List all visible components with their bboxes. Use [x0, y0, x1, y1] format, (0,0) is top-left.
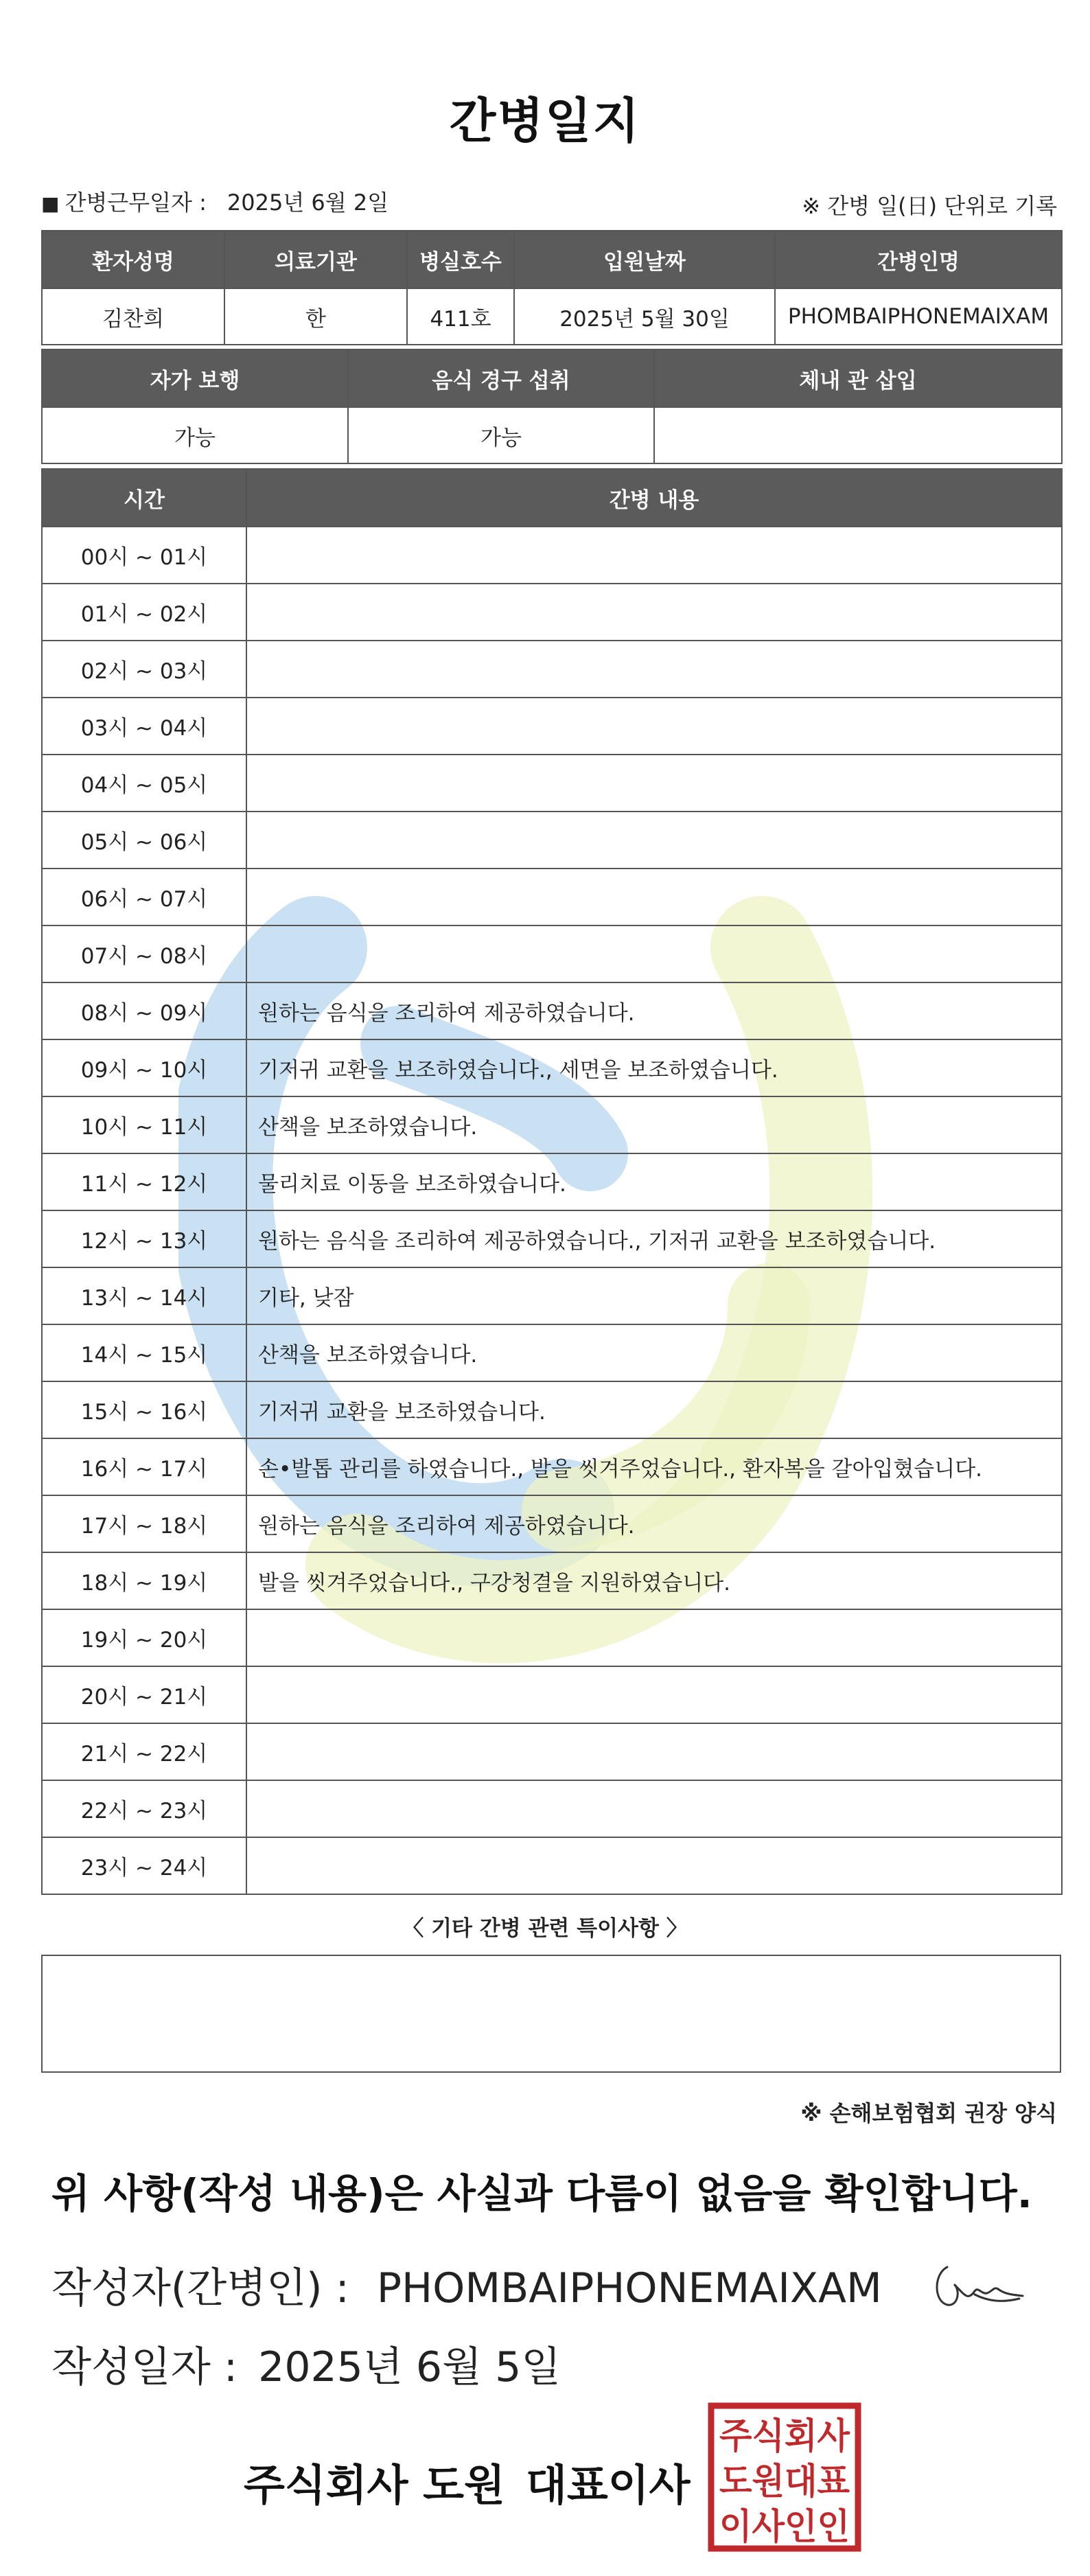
seal-line-3: 이사인인	[719, 2507, 850, 2548]
table-row	[42, 1837, 1062, 1894]
table-row	[42, 1495, 1062, 1552]
time-slot: 18시 ~ 19시	[42, 1552, 246, 1609]
header-time: 시간	[42, 469, 246, 527]
time-slot: 09시 ~ 10시	[42, 1039, 246, 1096]
writer-name: PHOMBAIPHONEMAIXAM	[376, 2264, 882, 2312]
time-slot: 21시 ~ 22시	[42, 1723, 246, 1780]
unit-note: ※ 간병 일(日) 단위로 기록	[802, 193, 1057, 219]
write-date-label: 작성일자 :	[51, 2343, 238, 2391]
care-content	[246, 698, 1062, 755]
table-row	[42, 1438, 1062, 1495]
time-slot: 05시 ~ 06시	[42, 812, 246, 869]
time-slot: 02시 ~ 03시	[42, 641, 246, 698]
table-row	[42, 641, 1062, 698]
table-row	[42, 1552, 1062, 1609]
header-patient-name: 환자성명	[42, 231, 224, 288]
header-admission-date: 입원날짜	[514, 231, 775, 288]
write-date-row	[51, 2334, 561, 2393]
care-content	[246, 1666, 1062, 1723]
header-caregiver: 간병인명	[775, 231, 1062, 288]
time-slot: 20시 ~ 21시	[42, 1666, 246, 1723]
table-row	[42, 1324, 1062, 1381]
admission-date: 2025년 5월 30일	[514, 288, 775, 345]
seal-line-2: 도원대표	[719, 2461, 850, 2503]
care-content: 손•발톱 관리를 하였습니다., 발을 씻겨주었습니다., 환자복을 갈아입혔습니다.	[246, 1438, 1062, 1495]
company-name: 주식회사 도원	[244, 2460, 505, 2510]
writer-row	[51, 2255, 882, 2314]
care-content: 원하는 음식을 조리하여 제공하였습니다.	[246, 982, 1062, 1039]
table-row	[42, 925, 1062, 982]
table-row	[42, 1096, 1062, 1153]
tube-insertion-status	[654, 407, 1062, 463]
company-signature-line	[244, 2451, 691, 2512]
time-slot: 11시 ~ 12시	[42, 1153, 246, 1210]
time-slot: 15시 ~ 16시	[42, 1381, 246, 1438]
ceo-title: 대표이사	[525, 2460, 691, 2510]
table-row	[42, 1267, 1062, 1324]
care-content: 기저귀 교환을 보조하였습니다.	[246, 1381, 1062, 1438]
standard-form-note: ※ 손해보험협회 권장 양식	[800, 2100, 1057, 2126]
seal-line-1: 주식회사	[719, 2416, 850, 2457]
care-content: 물리치료 이동을 보조하였습니다.	[246, 1153, 1062, 1210]
header-walking: 자가 보행	[42, 349, 348, 407]
table-row	[42, 812, 1062, 869]
work-date-value: 2025년 6월 2일	[227, 189, 389, 216]
table-row	[42, 1780, 1062, 1837]
care-content	[246, 584, 1062, 641]
table-row	[42, 755, 1062, 812]
table-row	[42, 982, 1062, 1039]
header-oral-intake: 음식 경구 섭취	[348, 349, 654, 407]
time-slot: 23시 ~ 24시	[42, 1837, 246, 1894]
table-row	[42, 1723, 1062, 1780]
time-slot: 01시 ~ 02시	[42, 584, 246, 641]
care-content	[246, 812, 1062, 869]
care-content	[246, 641, 1062, 698]
time-slot: 10시 ~ 11시	[42, 1096, 246, 1153]
header-hospital: 의료기관	[224, 231, 407, 288]
time-slot: 03시 ~ 04시	[42, 698, 246, 755]
care-content: 산책을 보조하였습니다.	[246, 1096, 1062, 1153]
care-log-table	[41, 468, 1063, 1895]
care-content: 원하는 음식을 조리하여 제공하였습니다.	[246, 1495, 1062, 1552]
table-row	[42, 1381, 1062, 1438]
table-row	[42, 1039, 1062, 1096]
care-content: 기저귀 교환을 보조하였습니다., 세면을 보조하였습니다.	[246, 1039, 1062, 1096]
time-slot: 14시 ~ 15시	[42, 1324, 246, 1381]
header-room: 병실호수	[407, 231, 514, 288]
care-content: 원하는 음식을 조리하여 제공하였습니다., 기저귀 교환을 보조하였습니다.	[246, 1210, 1062, 1267]
time-slot: 04시 ~ 05시	[42, 755, 246, 812]
oral-intake-status: 가능	[348, 407, 654, 463]
work-date-row	[41, 185, 389, 217]
care-content	[246, 1723, 1062, 1780]
care-content	[246, 925, 1062, 982]
special-notes-title: 〈 기타 간병 관련 특이사항 〉	[402, 1916, 688, 1941]
header-tube-insertion: 체내 관 삽입	[654, 349, 1062, 407]
time-slot: 17시 ~ 18시	[42, 1495, 246, 1552]
time-slot: 00시 ~ 01시	[42, 527, 246, 584]
table-row	[42, 527, 1062, 584]
time-slot: 19시 ~ 20시	[42, 1609, 246, 1666]
care-content	[246, 527, 1062, 584]
patient-info-table	[41, 230, 1063, 345]
special-notes-box	[41, 1955, 1061, 2073]
square-bullet-icon: ■	[41, 192, 60, 215]
table-row	[42, 869, 1062, 925]
header-care-content: 간병 내용	[246, 469, 1062, 527]
patient-name: 김찬희	[42, 288, 224, 345]
time-slot: 16시 ~ 17시	[42, 1438, 246, 1495]
table-row	[42, 1210, 1062, 1267]
time-slot: 06시 ~ 07시	[42, 869, 246, 925]
time-slot: 08시 ~ 09시	[42, 982, 246, 1039]
table-row	[42, 698, 1062, 755]
write-date-value: 2025년 6월 5일	[258, 2343, 561, 2391]
time-slot: 12시 ~ 13시	[42, 1210, 246, 1267]
care-content	[246, 1837, 1062, 1894]
table-row	[42, 1666, 1062, 1723]
caregiver-name: PHOMBAIPHONEMAIXAM	[775, 288, 1062, 345]
room-number: 411호	[407, 288, 514, 345]
care-content	[246, 1780, 1062, 1837]
patient-status-table	[41, 349, 1063, 464]
hospital: 한	[224, 288, 407, 345]
page-title: 간병일지	[449, 93, 641, 149]
care-content	[246, 755, 1062, 812]
table-row	[42, 1609, 1062, 1666]
care-content: 기타, 낮잠	[246, 1267, 1062, 1324]
care-content: 발을 씻겨주었습니다., 구강청결을 지원하였습니다.	[246, 1552, 1062, 1609]
care-content: 산책을 보조하였습니다.	[246, 1324, 1062, 1381]
time-slot: 07시 ~ 08시	[42, 925, 246, 982]
signature-icon	[927, 2253, 1030, 2315]
care-content	[246, 1609, 1062, 1666]
table-row	[42, 1153, 1062, 1210]
time-slot: 13시 ~ 14시	[42, 1267, 246, 1324]
work-date-label: 간병근무일자 :	[65, 189, 207, 216]
table-row	[42, 584, 1062, 641]
confirmation-statement: 위 사항(작성 내용)은 사실과 다름이 없음을 확인합니다.	[51, 2170, 1032, 2217]
walking-status: 가능	[42, 407, 348, 463]
company-seal-icon	[707, 2402, 862, 2553]
care-content	[246, 869, 1062, 925]
time-slot: 22시 ~ 23시	[42, 1780, 246, 1837]
writer-label: 작성자(간병인) :	[51, 2264, 349, 2312]
